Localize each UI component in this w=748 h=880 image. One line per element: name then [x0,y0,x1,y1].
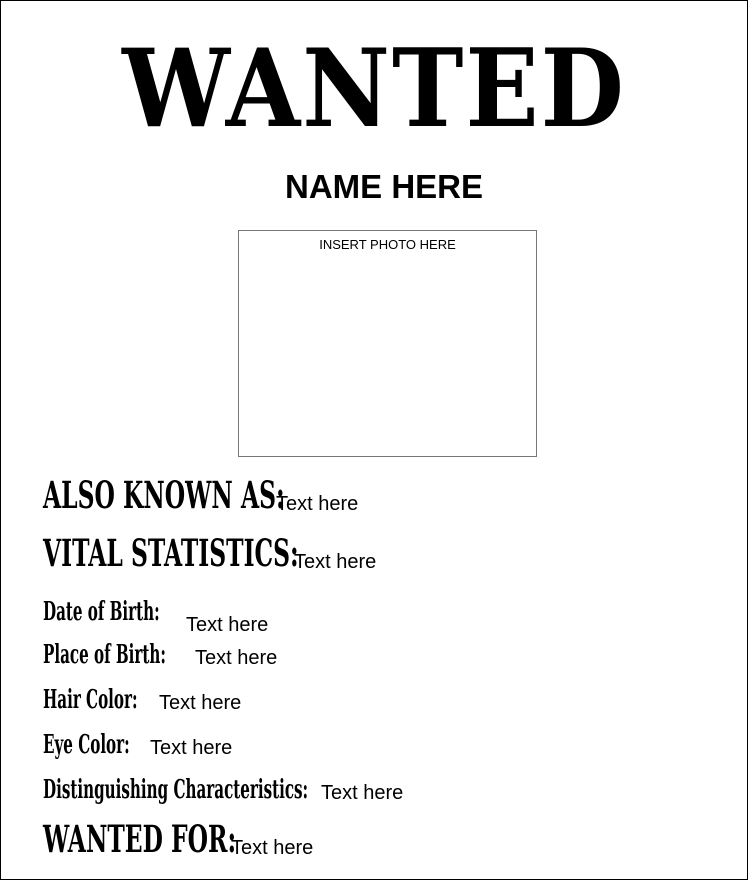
distinguishing-characteristics-label: Distinguishing Characteristics: [43,772,309,804]
field-row-wanted-for [43,818,314,862]
also-known-as-label: ALSO KNOWN AS: [43,474,285,518]
wanted-for-label: WANTED FOR: [43,818,237,862]
hair-color-label: Hair Color: [43,682,138,714]
hair-color-value[interactable]: Text here [159,692,242,714]
wanted-for-value[interactable]: Text here [231,837,314,859]
field-row-also-known-as [43,474,359,518]
field-row-hair-color [43,682,242,715]
place-of-birth-value[interactable]: Text here [195,647,278,669]
also-known-as-value[interactable]: Text here [276,493,359,515]
field-row-date-of-birth [43,594,269,636]
eye-color-label: Eye Color: [43,727,130,759]
suspect-name[interactable]: NAME HERE [284,168,484,205]
poster-title: WANTED [122,25,626,152]
date-of-birth-value[interactable]: Text here [186,614,269,636]
place-of-birth-label: Place of Birth: [43,637,166,669]
vital-statistics-value[interactable]: Text here [294,551,377,573]
date-of-birth-label: Date of Birth: [43,594,160,626]
field-row-place-of-birth [43,637,278,670]
field-row-vital-statistics [43,532,377,576]
photo-placeholder-box[interactable] [238,230,537,457]
photo-placeholder-label: INSERT PHOTO HERE [319,237,456,252]
distinguishing-characteristics-value[interactable]: Text here [321,782,404,804]
vital-statistics-label: VITAL STATISTICS: [43,532,299,576]
field-row-eye-color [43,727,233,760]
field-row-distinguishing-characteristics [43,772,404,805]
eye-color-value[interactable]: Text here [150,737,233,759]
